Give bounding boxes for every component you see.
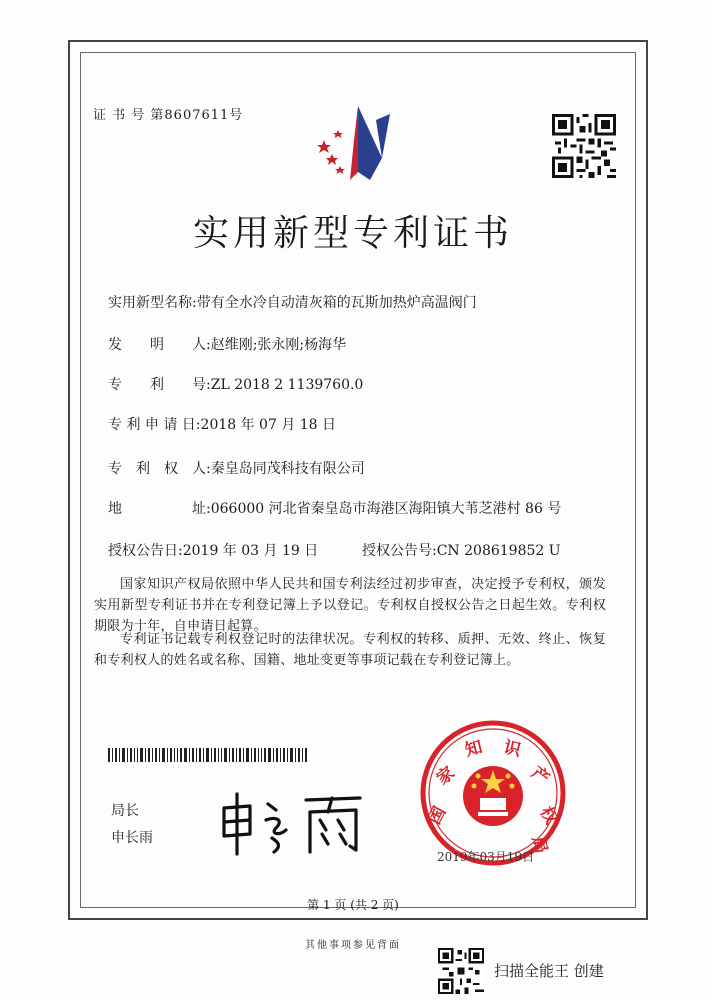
scanner-qr-code-icon <box>438 948 484 994</box>
patent-number-value: ZL 2018 2 1139760.0 <box>210 377 364 393</box>
seal-date: 2019年03月19日 <box>437 850 535 864</box>
patentee-field <box>108 458 365 478</box>
official-seal-icon <box>418 718 568 868</box>
inventors-field <box>108 334 346 354</box>
scanner-watermark: 扫描全能王 创建 <box>494 962 604 980</box>
application-date-label: 专 利 申 请 日: <box>108 417 201 433</box>
barcode-icon <box>108 748 308 762</box>
application-date-value: 2018 年 07 月 18 日 <box>200 417 337 433</box>
patentee-value: 秦皇岛同茂科技有限公司 <box>210 461 365 477</box>
cnipa-emblem-icon <box>310 100 400 190</box>
grant-number-field <box>362 540 561 560</box>
footer-note: 其他事项参见背面 <box>305 940 401 951</box>
grant-date-field <box>108 540 318 560</box>
director-signature <box>210 790 370 860</box>
grant-number-label: 授权公告号: <box>362 543 437 559</box>
qr-code-icon <box>552 114 616 178</box>
patent-number-field <box>108 374 363 394</box>
inventors-value: 赵维刚;张永刚;杨海华 <box>210 337 347 353</box>
utility-model-name-value: 带有全水冷自动清灰箱的瓦斯加热炉高温阀门 <box>196 295 477 311</box>
svg-text:权: 权 <box>535 803 562 828</box>
svg-text:产: 产 <box>527 762 553 790</box>
director-name: 申长雨 <box>111 830 153 846</box>
svg-text:知: 知 <box>463 737 485 761</box>
address-value: 066000 河北省秦皇岛市海港区海阳镇大苇芝港村 86 号 <box>210 501 562 517</box>
legal-status-paragraph: 专利证书记载专利权登记时的法律状况。专利权的转移、质押、无效、终止、恢复和专利权人的姓名或名称、国籍、地址变更等事项记载在专利登记簿上。 <box>94 632 606 668</box>
grant-number-value: CN 208619852 U <box>436 543 561 559</box>
svg-text:家: 家 <box>433 762 459 790</box>
utility-model-name-field <box>108 292 477 312</box>
svg-text:国: 国 <box>424 803 451 828</box>
svg-text:识: 识 <box>501 737 523 761</box>
utility-model-name-label: 实用新型名称: <box>108 295 197 311</box>
certificate-number: 证 书 号 第8607611号 <box>93 108 244 123</box>
certificate-title: 实用新型专利证书 <box>192 213 513 254</box>
patentee-label: 专 利 权 人: <box>108 461 211 477</box>
director-title: 局长 <box>111 803 139 819</box>
application-date-field <box>108 414 336 434</box>
address-field <box>108 498 561 518</box>
grant-date-value: 2019 年 03 月 19 日 <box>182 543 319 559</box>
page-number: 第 1 页 (共 2 页) <box>307 898 399 912</box>
grant-date-label: 授权公告日: <box>108 543 183 559</box>
inventors-label: 发 明 人: <box>108 337 211 353</box>
svg-text:局: 局 <box>527 834 551 856</box>
grant-statement-paragraph: 国家知识产权局依照中华人民共和国专利法经过初步审查，决定授予专利权，颁发实用新型专利证书并在专利登记簿上予以登记。专利权自授权公告之日起生效。专利权期限为十年，自申请日起算。 <box>94 577 606 634</box>
address-label: 地 址: <box>108 501 211 517</box>
patent-number-label: 专 利 号: <box>108 377 211 393</box>
